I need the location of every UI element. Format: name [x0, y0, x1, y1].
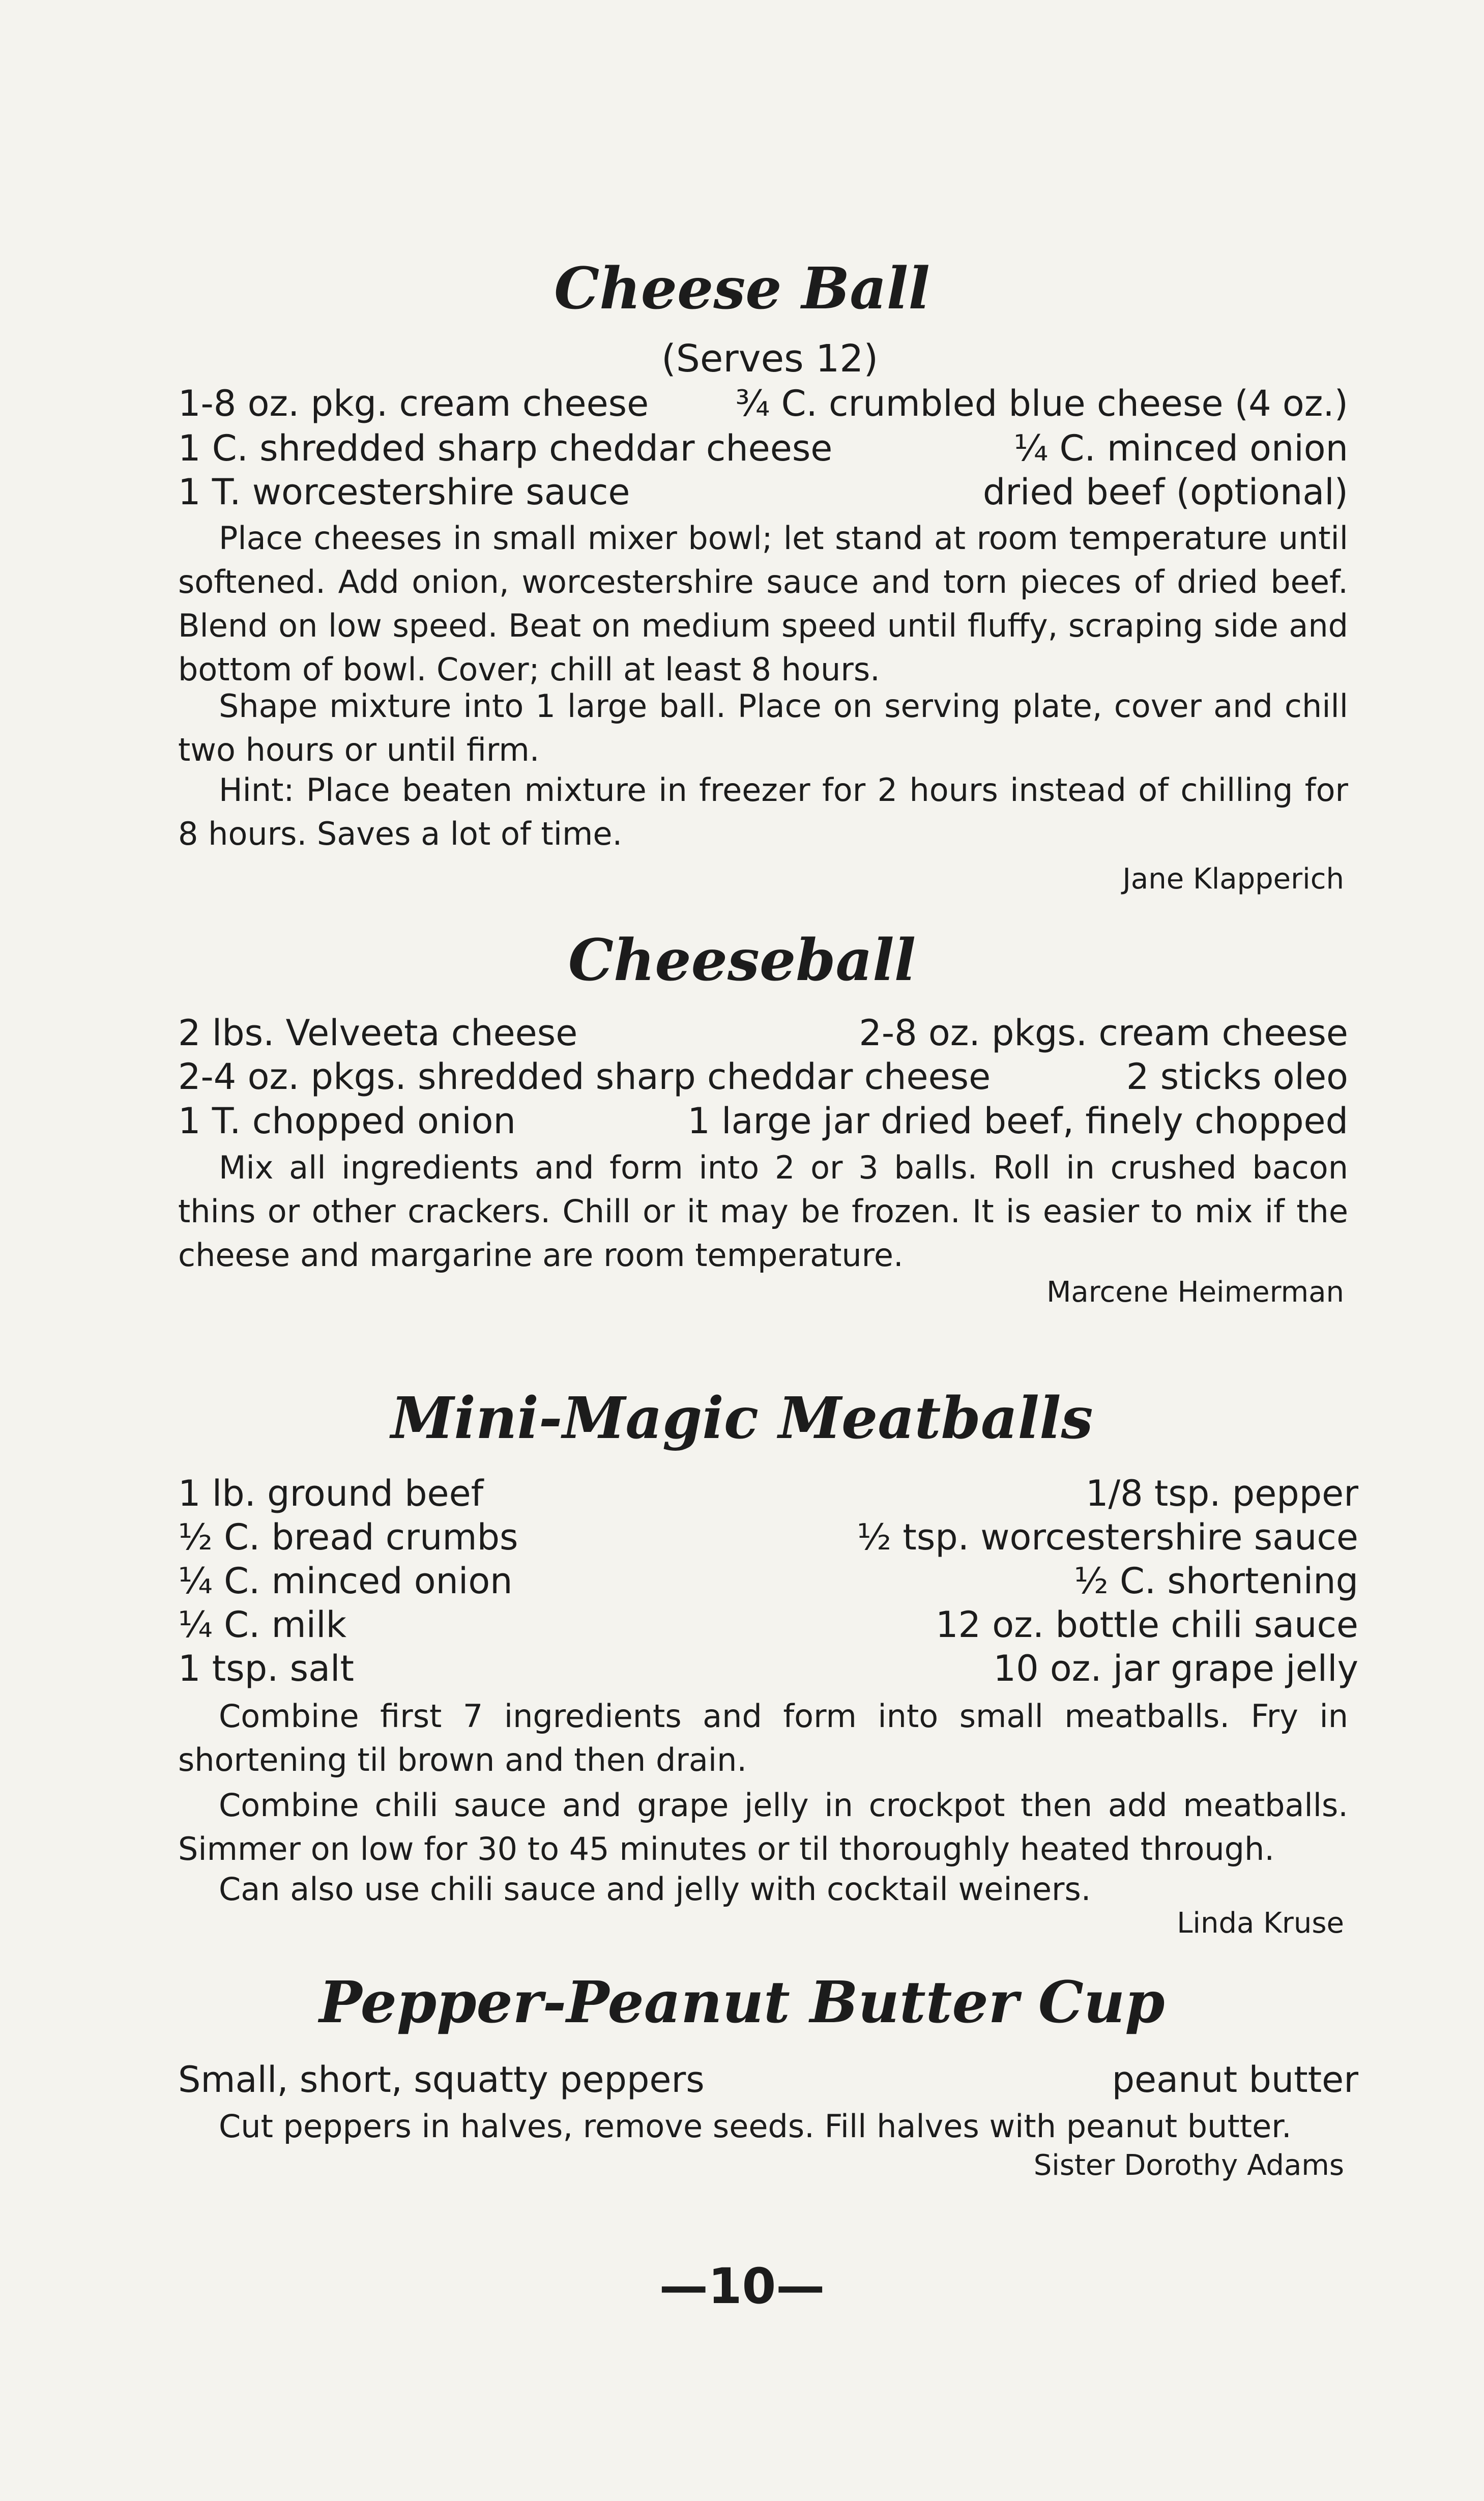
- ingredient: 2 lbs. Velveeta cheese: [178, 1012, 578, 1054]
- ingredient-row: [178, 1648, 1358, 1689]
- ingredient: ½ tsp. worcestershire sauce: [857, 1516, 1358, 1558]
- direction-paragraph: Mix all ingredients and form into 2 or 3 balls. Roll in crushed bacon thins or other crackers. Chill or it may be frozen. It is easier to mix if the cheese and margarine are room temperature.: [178, 1149, 1348, 1274]
- ingredient: ¾ C. crumbled blue cheese (4 oz.): [735, 383, 1348, 424]
- direction-paragraph: Cut peppers in halves, remove seeds. Fill halves with peanut butter.: [219, 2108, 1292, 2145]
- ingredient-row: [178, 427, 1348, 469]
- ingredient: 1 large jar dried beef, finely chopped: [687, 1100, 1348, 1142]
- ingredient: 1/8 tsp. pepper: [1086, 1473, 1358, 1514]
- ingredient: 1 tsp. salt: [178, 1648, 354, 1689]
- ingredient: 2 sticks oleo: [1126, 1056, 1348, 1098]
- ingredient-row: [178, 1056, 1348, 1098]
- ingredient: 1 lb. ground beef: [178, 1473, 484, 1514]
- recipe-author: Sister Dorothy Adams: [1033, 2149, 1344, 2182]
- direction-paragraph: Shape mixture into 1 large ball. Place on serving plate, cover and chill two hours or until firm.: [178, 687, 1348, 768]
- ingredient: 1 T. worcestershire sauce: [178, 471, 630, 513]
- direction-paragraph: Combine chili sauce and grape jelly in crockpot then add meatballs. Simmer on low for 30 to 45 minutes or til thoroughly heated through.: [178, 1787, 1348, 1867]
- ingredient: ¼ C. milk: [178, 1604, 347, 1646]
- serves-note: (Serves 12): [661, 337, 879, 381]
- ingredient: ¼ C. minced onion: [178, 1560, 513, 1602]
- direction-paragraph: Hint: Place beaten mixture in freezer for 2 hours instead of chilling for 8 hours. Saves a lot of time.: [178, 771, 1348, 852]
- ingredient: peanut butter: [1112, 2059, 1358, 2101]
- ingredient: ½ C. shortening: [1073, 1560, 1358, 1602]
- ingredient-row: [178, 1560, 1358, 1602]
- ingredient: ½ C. bread crumbs: [178, 1516, 518, 1558]
- recipe-author: Jane Klapperich: [1122, 863, 1344, 896]
- direction-paragraph: Place cheeses in small mixer bowl; let stand at room temperature until softened. Add onion, worcestershire sauce and torn pieces of dried beef. Blend on low speed. Beat on medium speed until fluffy, scraping side and bottom of bowl. Cover; chill at least 8 hours.: [178, 520, 1348, 688]
- ingredient: Small, short, squatty peppers: [178, 2059, 705, 2101]
- ingredient: 1 C. shredded sharp cheddar cheese: [178, 427, 833, 469]
- ingredient: 2-8 oz. pkgs. cream cheese: [859, 1012, 1348, 1054]
- ingredient-row: [178, 1100, 1348, 1142]
- ingredient-row: [178, 1473, 1358, 1514]
- ingredient-row: [178, 1012, 1348, 1054]
- direction-paragraph: Combine first 7 ingredients and form into small meatballs. Fry in shortening til brown and then drain.: [178, 1698, 1348, 1778]
- ingredient-row: [178, 1604, 1358, 1646]
- recipe-title: Mini-Magic Meatballs: [391, 1385, 1093, 1452]
- recipe-title: Pepper-Peanut Butter Cup: [319, 1969, 1165, 2036]
- ingredient-row: [178, 2059, 1358, 2101]
- ingredient: 10 oz. jar grape jelly: [993, 1648, 1358, 1689]
- recipe-author: Marcene Heimerman: [1046, 1276, 1344, 1309]
- ingredient: dried beef (optional): [982, 471, 1348, 513]
- recipe-title: Cheeseball: [568, 927, 916, 994]
- ingredient: ¼ C. minced onion: [1013, 427, 1348, 469]
- ingredient-row: [178, 383, 1348, 424]
- ingredient: 1 T. chopped onion: [178, 1100, 516, 1142]
- ingredient: 12 oz. bottle chili sauce: [935, 1604, 1358, 1646]
- direction-paragraph: Can also use chili sauce and jelly with cocktail weiners.: [219, 1871, 1091, 1908]
- page-number: —10—: [659, 2258, 825, 2315]
- ingredient: 1-8 oz. pkg. cream cheese: [178, 383, 649, 424]
- ingredient-row: [178, 1516, 1358, 1558]
- ingredient: 2-4 oz. pkgs. shredded sharp cheddar cheese: [178, 1056, 991, 1098]
- recipe-author: Linda Kruse: [1177, 1907, 1344, 1940]
- ingredient-row: [178, 471, 1348, 513]
- recipe-title: Cheese Ball: [554, 255, 930, 322]
